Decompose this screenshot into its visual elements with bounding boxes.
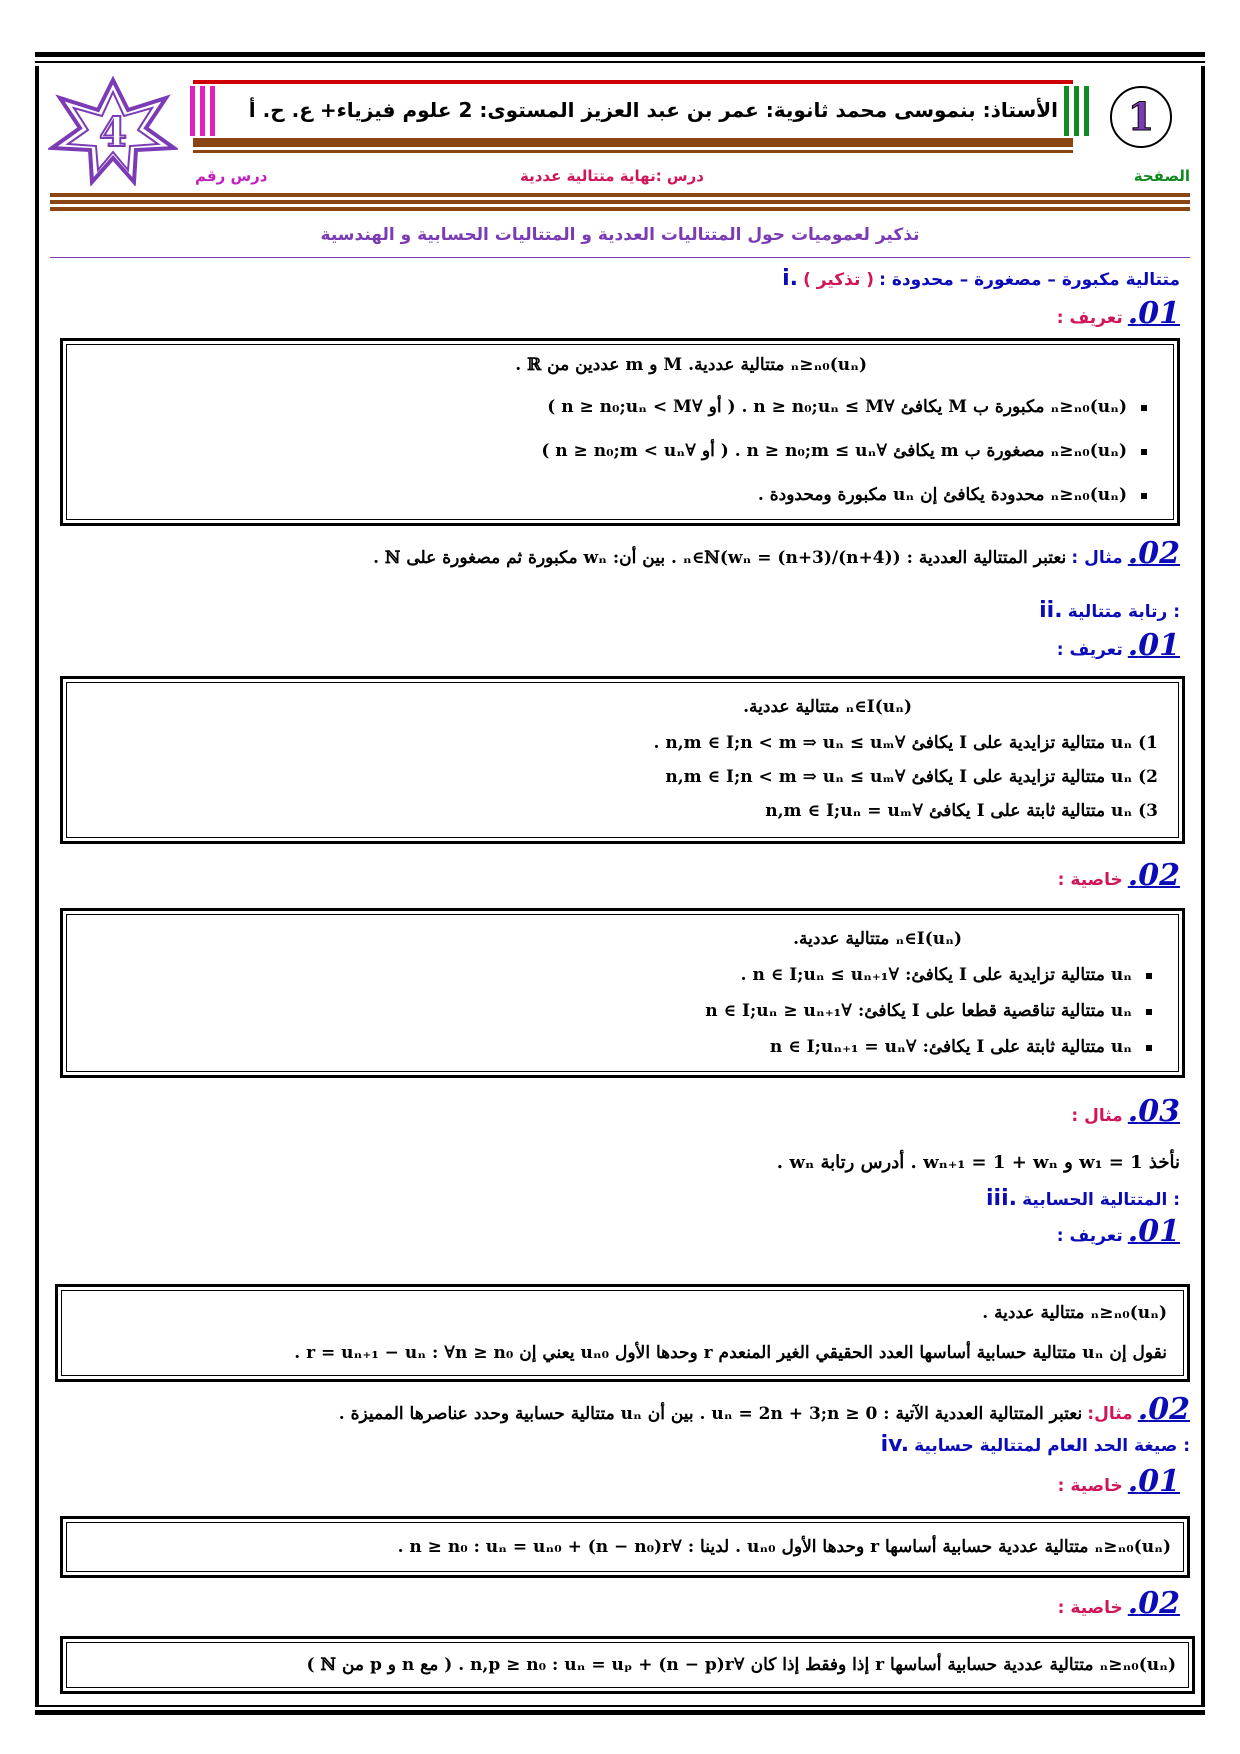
- top-rule-thin: [35, 61, 1205, 63]
- title-top-red-line: [193, 80, 1073, 84]
- subtitle-bar-1: [50, 193, 1190, 197]
- property-box-ii: [60, 908, 1185, 1078]
- section-i-02-example: [373, 536, 1180, 571]
- magenta-stripes: [190, 86, 220, 136]
- section-iii-01-num: 01.: [1127, 1214, 1180, 1249]
- section-i-02-label: مثال :: [1071, 548, 1123, 568]
- section-iii-02-text: نعتبر المتتالية العددية الآتية : uₙ = 2n + 3;n ≥ 0 . بين أن uₙ متتالية حسابية وحدد عناصرها المميزة .: [338, 1404, 1083, 1424]
- title-bottom-brown-line: [193, 138, 1073, 147]
- section-i-title: متتالية مكبورة – مصغورة – محدودة :: [879, 270, 1180, 290]
- box-iv-line: (uₙ)ₙ≥ₙ₀ متتالية عددية حسابية أساسها r وحدها الأول uₙ₀ . لدينا : ∀n ≥ n₀ : uₙ = uₙ₀ + (n − n₀)r .: [397, 1537, 1171, 1557]
- page-number: 1: [1127, 94, 1155, 139]
- section-iii-heading: [986, 1186, 1180, 1211]
- section-i-marker: i.: [782, 266, 798, 291]
- top-rule-thick: [35, 52, 1205, 57]
- section-ii-heading: [1039, 598, 1180, 623]
- section-ii-03-num: 03.: [1127, 1094, 1180, 1129]
- box-i-line-4: (uₙ)ₙ≥ₙ₀ محدودة يكافئ إن uₙ مكبورة ومحدودة .: [758, 485, 1147, 505]
- section-iv-01-label: خاصية :: [1057, 1476, 1123, 1496]
- box-i-line-2: (uₙ)ₙ≥ₙ₀ مكبورة ب M يكافئ ∀n ≥ n₀;uₙ ≤ M . ( أو ∀n ≥ n₀;uₙ < M ): [547, 397, 1147, 417]
- section-i-note: ( تذكير ): [803, 270, 875, 290]
- section-i-01-num: 01.: [1127, 296, 1180, 331]
- section-iv-title: صيغة الحد العام لمتتالية حسابية :: [914, 1436, 1190, 1456]
- bottom-rule-thick: [35, 1710, 1205, 1715]
- box-i-line-1: (uₙ)ₙ≥ₙ₀ متتالية عددية. M و m عددين من ℝ .: [515, 355, 867, 375]
- star-badge-icon: [48, 76, 178, 186]
- box-iv2-line: (uₙ)ₙ≥ₙ₀ متتالية عددية حسابية أساسها r إذا وفقط إذا كان ∀n,p ≥ n₀ : uₙ = uₚ + (n − p)r . ( مع n و p من ℕ ): [306, 1655, 1176, 1675]
- section-iii-01-label: تعريف :: [1056, 1226, 1123, 1246]
- property-box-iv-1: [60, 1516, 1190, 1578]
- lesson-number-label: درس رقم: [195, 167, 268, 185]
- page-frame: [35, 66, 1205, 1706]
- section-iv-marker: iv.: [880, 1432, 910, 1457]
- page-number-badge-icon: [1108, 84, 1174, 150]
- section-iii-01-heading: [1057, 1214, 1180, 1249]
- section-ii-02-num: 02.: [1127, 858, 1180, 893]
- teacher-line: الأستاذ: بنموسى محمد ثانوية: عمر بن عبد العزيز المستوى: 2 علوم فيزياء+ ع. ح. أ: [248, 98, 1058, 122]
- box-ii-line-2: 1) uₙ متتالية تزايدية على I يكافئ ∀n,m ∈ I;n < m ⇒ uₙ ≤ uₘ .: [653, 733, 1158, 753]
- lesson-number: 4: [99, 109, 127, 156]
- section-i-heading: [782, 266, 1180, 291]
- section-ii-03-heading: [1071, 1094, 1180, 1129]
- box-ii-line-3: 2) uₙ متتالية تزايدية على I يكافئ ∀n,m ∈ I;n < m ⇒ uₙ ≤ uₘ: [665, 767, 1158, 787]
- definition-box-iii: [55, 1284, 1190, 1382]
- section-i-01-heading: [1057, 296, 1180, 331]
- subtitle-bar-2: [50, 200, 1190, 204]
- box-ii2-line-3: uₙ متتالية تناقصية قطعا على I يكافئ: ∀n ∈ I;uₙ ≥ uₙ₊₁: [705, 1001, 1152, 1021]
- box-iii-line-1: (uₙ)ₙ≥ₙ₀ متتالية عددية .: [982, 1303, 1167, 1323]
- property-box-iv-2: [60, 1636, 1195, 1694]
- section-iv-01-heading: [1058, 1464, 1180, 1499]
- section-ii-02-heading: [1058, 858, 1180, 893]
- subtitle: تذكير لعموميات حول المتتاليات العددية و المتتاليات الحسابية و الهندسية: [320, 225, 920, 245]
- box-iii-line-2: نقول إن uₙ متتالية حسابية أساسها العدد الحقيقي الغير المنعدم r وحدها الأول uₙ₀ يعني إن r = uₙ₊₁ − uₙ : ∀n ≥ n₀ .: [294, 1343, 1167, 1363]
- section-ii-01-num: 01.: [1127, 628, 1180, 663]
- box-ii-line-1: (uₙ)ₙ∈I متتالية عددية.: [743, 697, 912, 717]
- section-ii-01-heading: [1057, 628, 1180, 663]
- section-iii-02-label: مثال:: [1087, 1404, 1133, 1424]
- box-ii2-line-2: uₙ متتالية تزايدية على I يكافئ: ∀n ∈ I;uₙ ≤ uₙ₊₁ .: [741, 965, 1152, 985]
- section-iii-title: المتتالية الحسابية :: [1022, 1190, 1180, 1210]
- subtitle-bar-3: [50, 207, 1190, 211]
- page-label: الصفحة: [1133, 167, 1190, 185]
- box-ii2-line-4: uₙ متتالية ثابتة على I يكافئ: ∀n ∈ I;uₙ₊₁ = uₙ: [770, 1037, 1152, 1057]
- box-i-line-3: (uₙ)ₙ≥ₙ₀ مصغورة ب m يكافئ ∀n ≥ n₀;m ≤ uₙ . ( أو ∀n ≥ n₀;m < uₙ ): [541, 441, 1147, 461]
- section-ii-title: رتابة متتالية :: [1067, 602, 1180, 622]
- section-iii-02-num: 02.: [1137, 1392, 1190, 1427]
- section-i-02-num: 02.: [1127, 536, 1180, 571]
- section-iv-02-num: 02.: [1127, 1586, 1180, 1621]
- section-ii-marker: ii.: [1039, 598, 1063, 623]
- section-iv-02-heading: [1058, 1586, 1180, 1621]
- box-ii2-line-1: (uₙ)ₙ∈I متتالية عددية.: [793, 929, 962, 949]
- section-i-02-text: نعتبر المتتالية العددية : (wₙ = (n+3)/(n+4))ₙ∈ℕ . بين أن: wₙ مكبورة ثم مصغورة على ℕ .: [373, 548, 1067, 568]
- title-bottom-brown-line-2: [193, 150, 1073, 153]
- section-ii-02-label: خاصية :: [1057, 870, 1123, 890]
- box-ii-line-4: 3) uₙ متتالية ثابتة على I يكافئ ∀n,m ∈ I;uₙ = uₘ: [765, 801, 1158, 821]
- section-iv-02-label: خاصية :: [1057, 1598, 1123, 1618]
- section-iv-01-num: 01.: [1127, 1464, 1180, 1499]
- lesson-label: درس :نهاية متتالية عددية: [520, 167, 704, 185]
- section-iii-marker: iii.: [986, 1186, 1017, 1211]
- section-ii-01-label: تعريف :: [1056, 640, 1123, 660]
- section-ii-03-label: مثال :: [1071, 1106, 1123, 1126]
- section-i-01-label: تعريف :: [1056, 308, 1123, 328]
- green-stripes: [1064, 86, 1094, 136]
- section-iv-heading: [881, 1432, 1190, 1457]
- definition-box-ii: [60, 676, 1185, 844]
- section-iii-02-example: [339, 1392, 1190, 1427]
- subtitle-underline: [50, 257, 1190, 258]
- section-ii-03-text: نأخذ w₁ = 1 و wₙ₊₁ = 1 + wₙ . أدرس رتابة wₙ .: [776, 1152, 1180, 1173]
- definition-box-i: [60, 338, 1180, 526]
